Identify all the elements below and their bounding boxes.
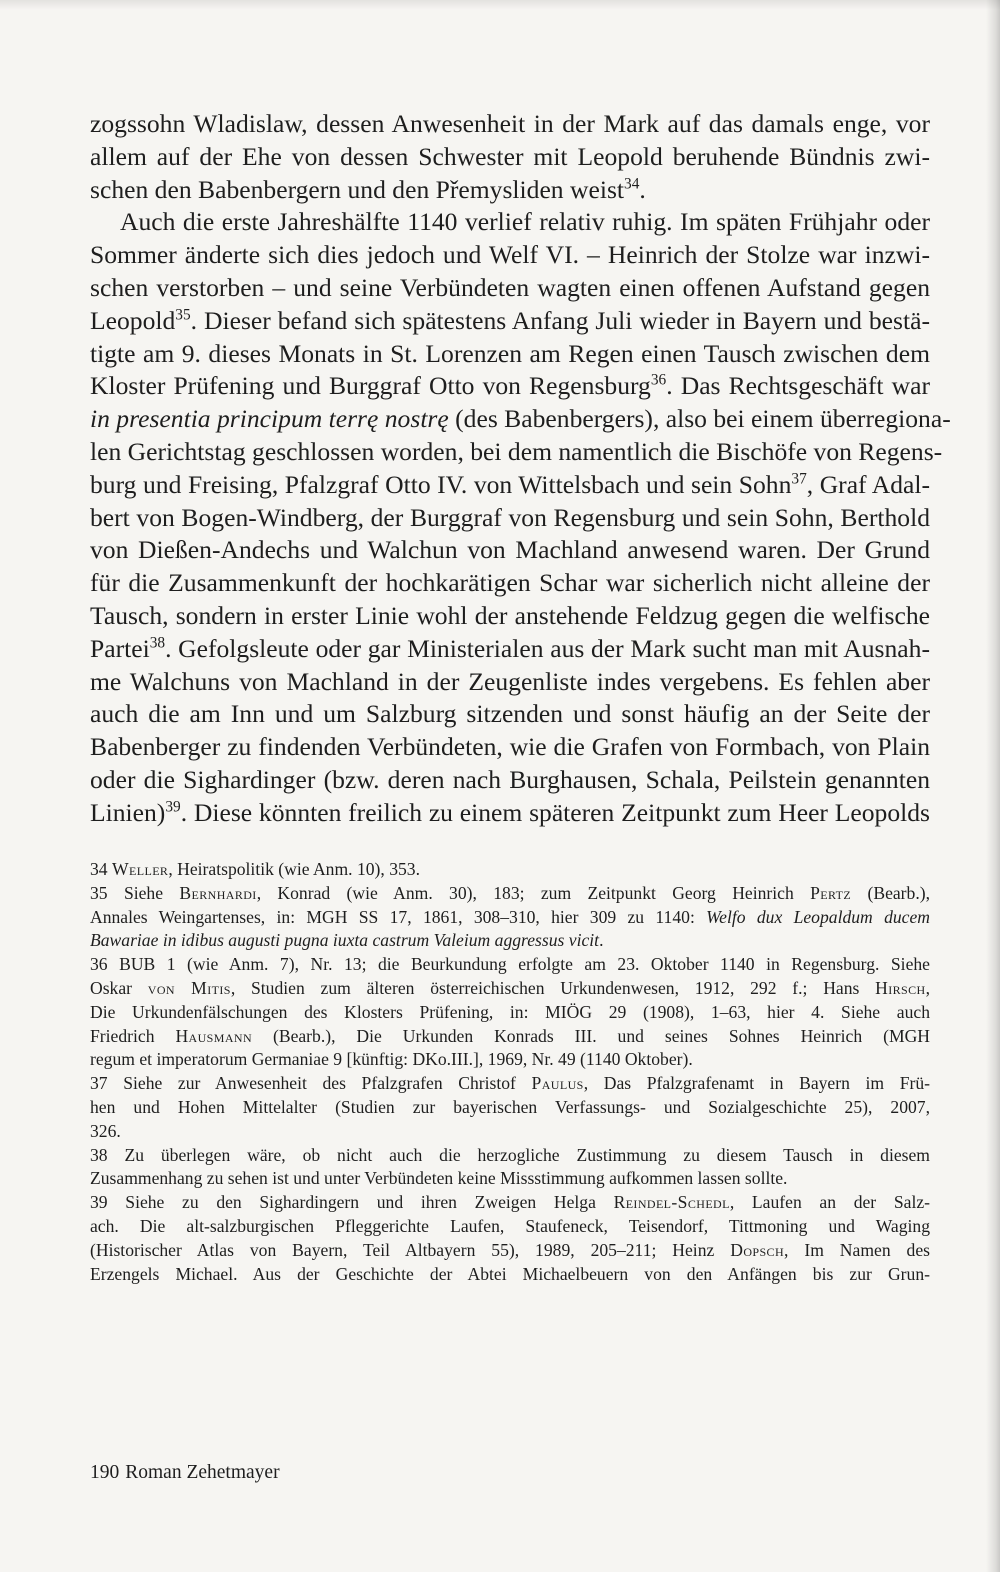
text-line: Bawariae in idibus augusti pugna iuxta castrum Valeium aggressus vicit. xyxy=(90,930,604,951)
text-line: Partei$^{38}$. Gefolgsleute oder gar Ministerialen aus der Mark sucht man mit Ausnah- xyxy=(90,633,930,663)
text-line: 39 Siehe zu den Sighardingern und ihren Zweigen Helga Reindel-Schedl, Laufen an der Salz- xyxy=(90,1192,930,1213)
text-line: Linien)$^{39}$. Diese könnten freilich zu einem späteren Zeitpunkt zum Heer Leopolds xyxy=(90,797,930,827)
text-line: schen den Babenbergern und den Přemysliden weist$^{34}$. xyxy=(90,174,646,204)
text-line: 37 Siehe zur Anwesenheit des Pfalzgrafen Christof Paulus, Das Pfalzgrafenamt in Bayern im Frü- xyxy=(90,1073,930,1094)
text-line: tigte am 9. dieses Monats in St. Lorenzen am Regen einen Tausch zwischen dem xyxy=(90,338,930,368)
text-line: hen und Hohen Mittelalter (Studien zur bayerischen Verfassungs- und Sozialgeschichte 25), 2007, xyxy=(90,1096,930,1117)
footnote-37 xyxy=(90,1072,930,1143)
text-line: 35 Siehe Bernhardi, Konrad (wie Anm. 30), 183; zum Zeitpunkt Georg Heinrich Pertz (Bearb.), xyxy=(90,882,930,903)
footnote-ref-35[interactable]: 35 xyxy=(175,306,191,324)
text-line: schen verstorben – und seine Verbündeten wagten einen offenen Aufstand gegen xyxy=(90,272,930,302)
page-edge-shadow-top xyxy=(0,0,1000,10)
text-line: in presentia principum terrę nostrę (des Babenbergers), also bei einem überregiona- xyxy=(90,404,951,434)
footnote-34 xyxy=(90,858,930,882)
text-line: me Walchuns von Machland in der Zeugenliste indes vergebens. Es fehlen aber xyxy=(90,666,930,696)
text-line: Leopold$^{35}$. Dieser befand sich spätestens Anfang Juli wieder in Bayern und bestä- xyxy=(90,305,930,335)
footnote-38 xyxy=(90,1144,930,1192)
text-line: für die Zusammenkunft der hochkarätigen Schar war sicherlich nicht alleine der xyxy=(90,568,930,598)
text-line: 326. xyxy=(90,1120,121,1141)
paragraph-1 xyxy=(90,108,930,206)
footnote-ref-38[interactable]: 38 xyxy=(149,634,166,652)
running-author: Roman Zehetmayer xyxy=(125,1462,280,1483)
text-line: 38 Zu überlegen wäre, ob nicht auch die herzogliche Zustimmung zu diesem Tausch in diesem xyxy=(90,1144,930,1165)
text-line: Babenberger zu findenden Verbündeten, wie die Grafen von Formbach, von Plain xyxy=(90,732,930,762)
text-line: oder die Sighardinger (bzw. deren nach Burghausen, Schala, Peilstein genannten xyxy=(90,764,930,794)
footnote-ref-37[interactable]: 37 xyxy=(791,470,807,488)
text-line: 34 Weller, Heiratspolitik (wie Anm. 10), 353. xyxy=(90,859,420,879)
text-line: Kloster Prüfening und Burggraf Otto von Regensburg$^{36}$. Das Rechtsgeschäft war xyxy=(90,371,930,401)
footnote-ref-34[interactable]: 34 xyxy=(624,175,640,193)
text-line: Zusammenhang zu sehen ist und unter Verbündeten keine Missstimmung aufkommen lassen sollte. xyxy=(90,1168,788,1189)
footnote-39 xyxy=(90,1191,930,1286)
page-edge-shadow-right xyxy=(986,0,1000,1572)
text-line: 36 BUB 1 (wie Anm. 7), Nr. 13; die Beurkundung erfolgte am 23. Oktober 1140 in Regensburg. Siehe xyxy=(90,954,930,975)
text-line: Annales Weingartenses, in: MGH SS 17, 1861, 308–310, hier 309 zu 1140: Welfo dux Leopaldum ducem xyxy=(90,906,930,927)
text-line: Sommer änderte sich dies jedoch und Welf VI. – Heinrich der Stolze war inzwi- xyxy=(90,240,930,270)
paragraph-2 xyxy=(90,206,951,829)
text-line: Oskar von Mitis, Studien zum älteren österreichischen Urkundenwesen, 1912, 292 f.; Hans Hirsch, xyxy=(90,977,931,998)
text-line: Die Urkundenfälschungen des Klosters Prüfening, in: MIÖG 29 (1908), 1–63, hier 4. Siehe auch xyxy=(90,1001,930,1022)
page-footer xyxy=(90,1461,280,1485)
text-line: ach. Die alt-salzburgischen Pfleggerichte Laufen, Staufeneck, Teisendorf, Tittmoning und Waging xyxy=(90,1215,930,1236)
text-line: von Dießen-Andechs und Walchun von Machland anwesend waren. Der Grund xyxy=(90,535,930,565)
text-line: len Gerichtstag geschlossen worden, bei dem namentlich die Bischöfe von Regens- xyxy=(90,436,943,466)
text-line: Tausch, sondern in erster Linie wohl der anstehende Feldzug gegen die welfische xyxy=(90,600,930,630)
text-line: Friedrich Hausmann (Bearb.), Die Urkunden Konrads III. und seines Sohnes Heinrich (MGH xyxy=(90,1025,930,1046)
main-text xyxy=(90,108,951,830)
text-line: burg und Freising, Pfalzgraf Otto IV. von Wittelsbach und sein Sohn$^{37}$, Graf Adal- xyxy=(90,469,930,499)
text-line: Auch die erste Jahreshälfte 1140 verlief relativ ruhig. Im späten Frühjahr oder xyxy=(120,207,930,237)
page-number: 190 xyxy=(90,1462,120,1483)
text-line: allem auf der Ehe von dessen Schwester mit Leopold beruhende Bündnis zwi- xyxy=(90,141,930,171)
text-line: bert von Bogen-Windberg, der Burggraf von Regensburg und sein Sohn, Berthold xyxy=(90,502,930,532)
text-line: (Historischer Atlas von Bayern, Teil Altbayern 55), 1989, 205–211; Heinz Dopsch, Im Namen des xyxy=(90,1239,930,1260)
text-line: Erzengels Michael. Aus der Geschichte der Abtei Michaelbeuern von den Anfängen bis zur Grun- xyxy=(90,1263,930,1284)
text-line: auch die am Inn und um Salzburg sitzenden und sonst häufig an der Seite der xyxy=(90,699,930,729)
text-line: zogssohn Wladislaw, dessen Anwesenheit in der Mark auf das damals enge, vor xyxy=(90,109,930,138)
footnote-ref-39[interactable]: 39 xyxy=(165,798,181,816)
text-line: regum et imperatorum Germaniae 9 [künftig: DKo.III.], 1969, Nr. 49 (1140 Oktober). xyxy=(90,1049,693,1070)
footnote-ref-36[interactable]: 36 xyxy=(650,371,667,389)
footnote-35 xyxy=(90,882,930,953)
footnotes xyxy=(90,858,930,1286)
footnote-36 xyxy=(90,953,930,1072)
